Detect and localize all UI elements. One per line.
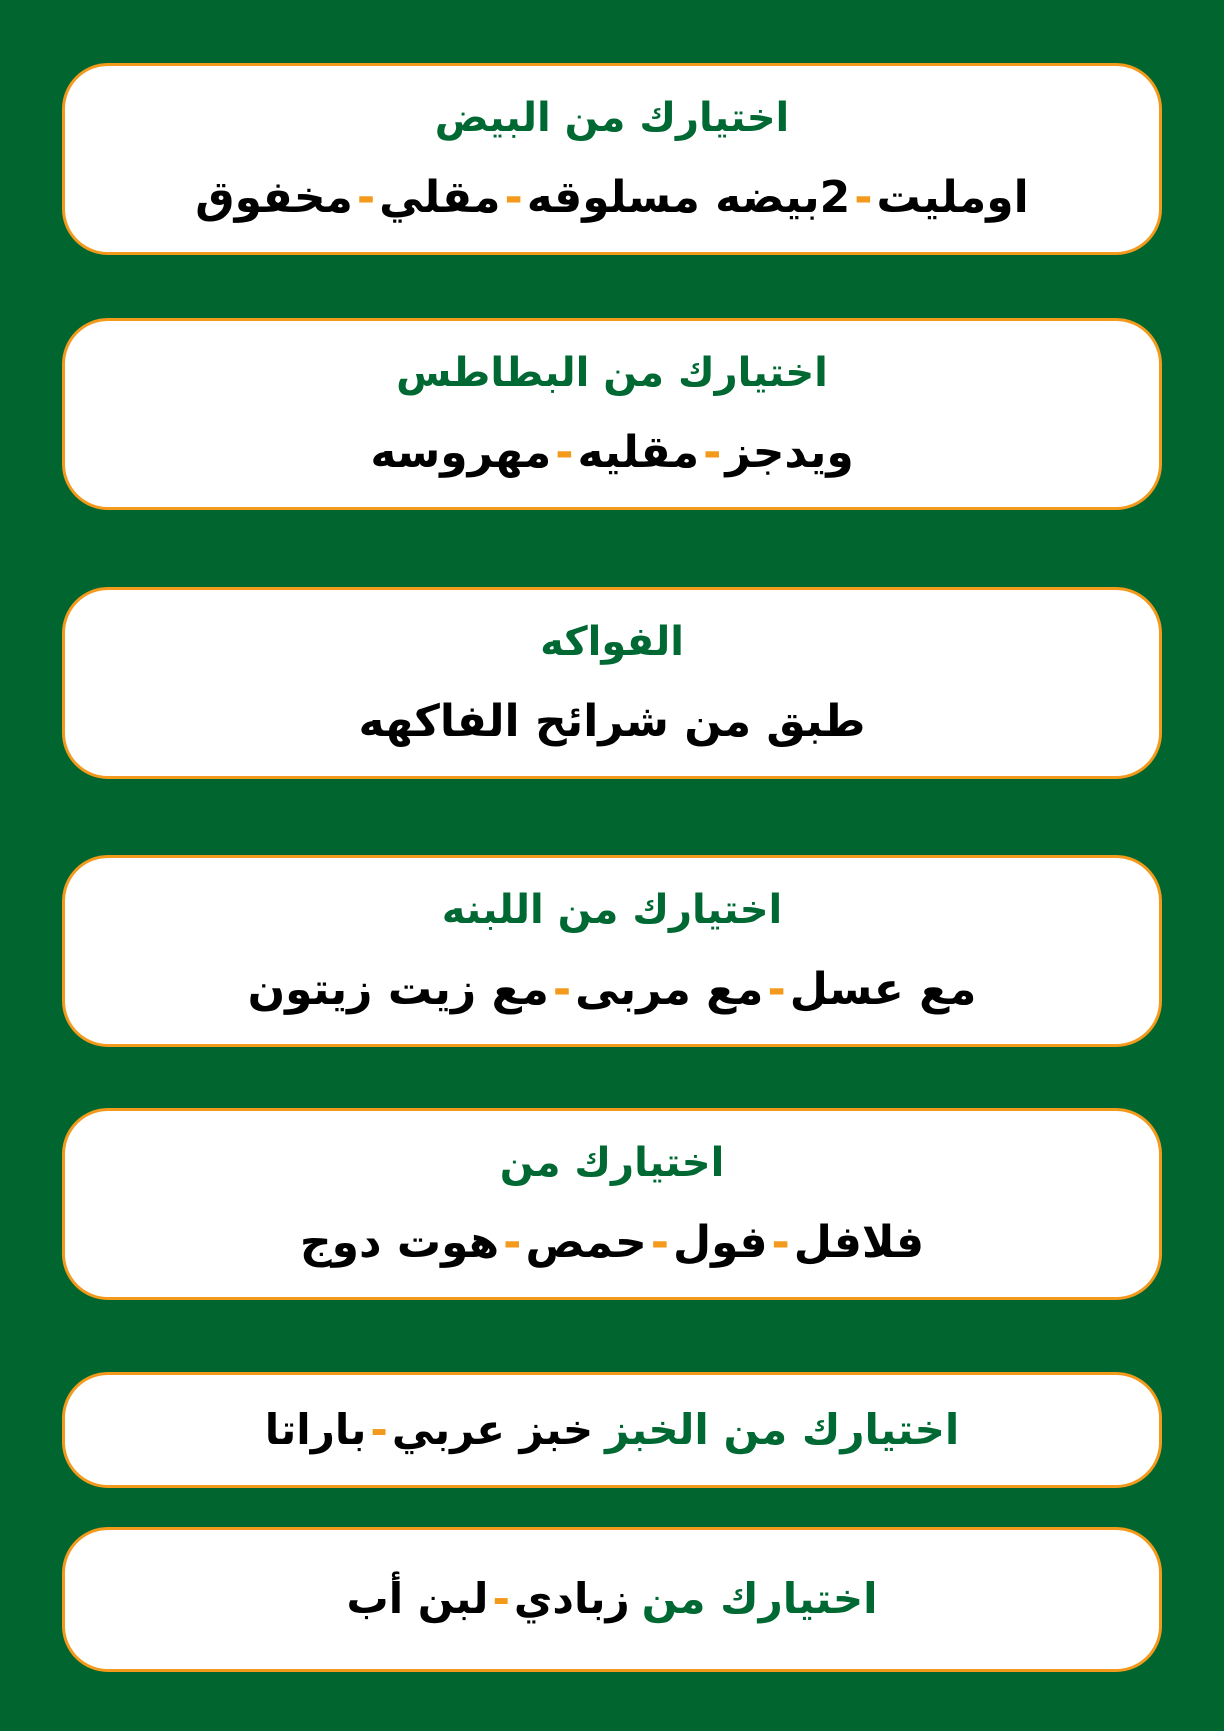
card-title: اختيارك من البطاطس <box>396 349 828 396</box>
option-item: زبادي <box>513 1574 630 1624</box>
option-item: مقلي <box>379 171 501 223</box>
separator: - <box>767 963 786 1015</box>
separator: - <box>356 171 376 223</box>
card-line <box>347 1574 878 1624</box>
option-item: مع مربى <box>575 963 764 1015</box>
card-text: طبق من شرائح الفاكهه <box>358 695 866 747</box>
separator: - <box>650 1216 669 1268</box>
hot-options-card <box>62 1108 1162 1300</box>
option-item: اومليت <box>876 171 1029 223</box>
separator: - <box>703 426 722 478</box>
option-item: فلافل <box>793 1216 925 1268</box>
separator: - <box>552 963 572 1015</box>
separator: - <box>854 171 873 223</box>
potato-options-card <box>62 318 1162 510</box>
card-items <box>300 1217 924 1270</box>
egg-options-card <box>62 63 1162 255</box>
card-title: اختيارك من الخبز <box>605 1404 960 1454</box>
option-item: ويدجز <box>725 426 854 478</box>
option-item: مع زيت زيتون <box>247 963 549 1015</box>
card-title: اختيارك من <box>641 1574 878 1624</box>
bread-options-card <box>62 1372 1162 1488</box>
separator: - <box>492 1574 510 1624</box>
option-item: باراتا <box>264 1404 367 1454</box>
option-item: مخفوق <box>195 171 353 223</box>
option-item: لبن أب <box>346 1574 489 1624</box>
card-title: اختيارك من <box>499 1139 725 1186</box>
card-line <box>265 1405 960 1455</box>
separator: - <box>504 171 523 223</box>
card-title: اختيارك من البيض <box>434 94 790 141</box>
separator: - <box>370 1404 388 1454</box>
card-items <box>195 172 1028 225</box>
separator: - <box>503 1216 522 1268</box>
separator: - <box>555 426 574 478</box>
card-items <box>248 964 977 1017</box>
dairy-options-card <box>62 1527 1162 1672</box>
separator: - <box>771 1216 790 1268</box>
option-item: فول <box>672 1216 768 1268</box>
option-item: هوت دوج <box>299 1216 500 1268</box>
option-item: مهروسه <box>370 426 552 478</box>
fruit-card <box>62 587 1162 779</box>
card-items <box>370 427 853 480</box>
labneh-options-card <box>62 855 1162 1047</box>
card-title: الفواكه <box>540 618 684 665</box>
option-item: مقليه <box>577 426 700 478</box>
card-title: اختيارك من اللبنه <box>441 886 783 933</box>
option-item: خبز عربي <box>391 1404 594 1454</box>
option-item: حمص <box>525 1216 647 1268</box>
option-item: مع عسل <box>789 963 977 1015</box>
option-item: 2بيضه مسلوقه <box>526 171 851 223</box>
